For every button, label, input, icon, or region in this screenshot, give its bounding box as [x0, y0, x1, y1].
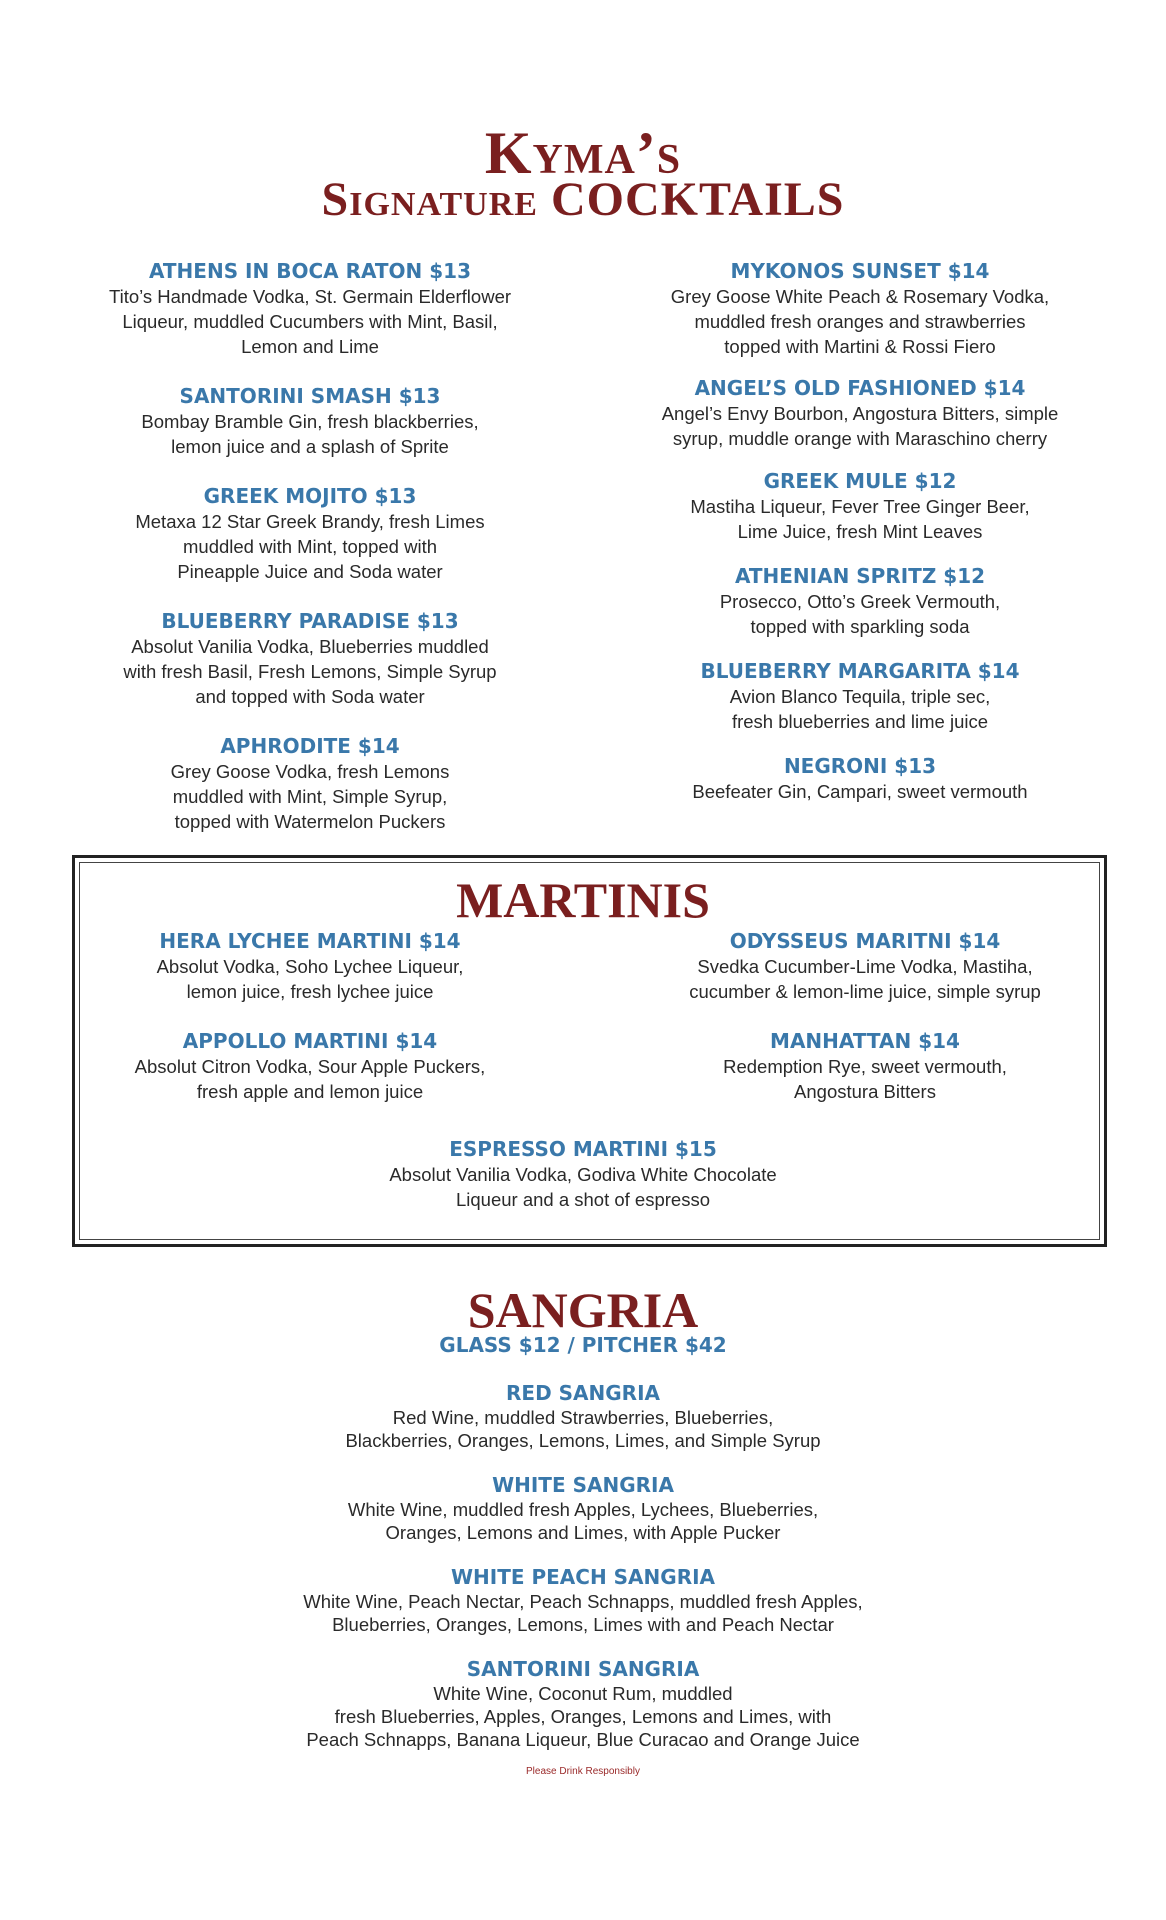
- item-desc-line: muddled fresh oranges and strawberries: [694, 311, 1026, 332]
- item-desc-line: fresh blueberries and lime juice: [731, 711, 989, 732]
- menu-item: [95, 383, 525, 459]
- menu-item: [95, 733, 525, 834]
- item-desc-line: fresh apple and lemon juice: [196, 1081, 424, 1102]
- item-desc-line: Beefeater Gin, Campari, sweet vermouth: [692, 781, 1028, 802]
- menu-item: [95, 483, 525, 584]
- item-desc-line: Pineapple Juice and Soda water: [177, 561, 443, 582]
- item-desc-line: Redemption Rye, sweet vermouth,: [723, 1056, 1007, 1077]
- item-name: SANTORINI SANGRIA: [466, 1657, 700, 1681]
- item-name: MANHATTAN $14: [770, 1029, 960, 1053]
- item-desc-line: topped with Watermelon Puckers: [174, 811, 446, 832]
- menu-item: [183, 1472, 983, 1544]
- item-desc-line: Peach Schnapps, Banana Liqueur, Blue Curacao and Orange Juice: [306, 1729, 860, 1750]
- item-name: GREEK MULE $12: [763, 469, 957, 493]
- item-desc-line: muddled with Mint, Simple Syrup,: [172, 786, 448, 807]
- menu-item: [95, 258, 525, 359]
- item-desc-line: and topped with Soda water: [195, 686, 425, 707]
- item-name: ATHENS IN BOCA RATON $13: [148, 259, 471, 283]
- item-desc-line: White Wine, muddled fresh Apples, Lychees, Blueberries,: [347, 1499, 819, 1520]
- item-name: BLUEBERRY PARADISE $13: [161, 609, 459, 633]
- item-desc-line: syrup, muddle orange with Maraschino cherry: [672, 428, 1048, 449]
- item-desc-line: Mastiha Liqueur, Fever Tree Ginger Beer,: [690, 496, 1030, 517]
- item-desc-line: Absolut Vanilia Vodka, Godiva White Chocolate: [389, 1164, 777, 1185]
- menu-item: [95, 608, 525, 709]
- sangria-price-line: GLASS $12 / PITCHER $42: [439, 1333, 727, 1357]
- item-desc-line: Bombay Bramble Gin, fresh blackberries,: [141, 411, 479, 432]
- item-name: BLUEBERRY MARGARITA $14: [700, 659, 1020, 683]
- item-desc-line: Oranges, Lemons and Limes, with Apple Pucker: [385, 1522, 781, 1543]
- item-desc-line: Prosecco, Otto’s Greek Vermouth,: [719, 591, 1001, 612]
- item-desc-line: lemon juice and a splash of Sprite: [171, 436, 449, 457]
- item-desc-line: White Wine, Coconut Rum, muddled: [433, 1683, 733, 1704]
- menu-item: [640, 468, 1080, 544]
- menu-item: [640, 375, 1080, 451]
- item-name: ATHENIAN SPRITZ $12: [734, 564, 986, 588]
- item-desc-line: muddled with Mint, topped with: [183, 536, 437, 557]
- menu-item: [640, 563, 1080, 639]
- item-desc-line: Angel’s Envy Bourbon, Angostura Bitters, simple: [661, 403, 1059, 424]
- item-desc-line: Liqueur and a shot of espresso: [455, 1189, 711, 1210]
- sangria-heading: SANGRIA: [467, 1282, 699, 1338]
- item-name: ANGEL’S OLD FASHIONED $14: [694, 376, 1026, 400]
- item-desc-line: White Wine, Peach Nectar, Peach Schnapps, muddled fresh Apples,: [303, 1591, 863, 1612]
- item-desc-line: Lime Juice, fresh Mint Leaves: [737, 521, 983, 542]
- menu-item: [640, 753, 1080, 804]
- item-desc-line: Grey Goose White Peach & Rosemary Vodka,: [670, 286, 1050, 307]
- item-desc-line: Blackberries, Oranges, Lemons, Limes, and Simple Syrup: [345, 1430, 821, 1451]
- item-name: WHITE SANGRIA: [492, 1473, 674, 1497]
- menu-subtitle: Signature COCKTAILS: [321, 173, 845, 226]
- item-desc-line: cucumber & lemon-lime juice, simple syrup: [689, 981, 1041, 1002]
- menu-item: [640, 258, 1080, 359]
- item-name: APHRODITE $14: [220, 734, 400, 758]
- drink-responsibly-note: Please Drink Responsibly: [526, 1766, 640, 1777]
- item-name: HERA LYCHEE MARTINI $14: [159, 929, 461, 953]
- item-name: APPOLLO MARTINI $14: [182, 1029, 438, 1053]
- menu-item: [655, 928, 1075, 1004]
- item-name: WHITE PEACH SANGRIA: [450, 1565, 716, 1589]
- item-name: GREEK MOJITO $13: [203, 484, 417, 508]
- item-desc-line: Tito’s Handmade Vodka, St. Germain Elderflower: [108, 286, 512, 307]
- item-name: ODYSSEUS MARITNI $14: [729, 929, 1001, 953]
- menu-item: [183, 1656, 983, 1751]
- item-desc-line: fresh Blueberries, Apples, Oranges, Lemons and Limes, with: [334, 1706, 832, 1727]
- item-desc-line: lemon juice, fresh lychee juice: [186, 981, 434, 1002]
- item-desc-line: Metaxa 12 Star Greek Brandy, fresh Limes: [135, 511, 485, 532]
- item-name: SANTORINI SMASH $13: [179, 384, 441, 408]
- item-name: MYKONOS SUNSET $14: [730, 259, 990, 283]
- item-desc-line: Avion Blanco Tequila, triple sec,: [729, 686, 991, 707]
- item-desc-line: Liqueur, muddled Cucumbers with Mint, Basil,: [122, 311, 498, 332]
- item-desc-line: Blueberries, Oranges, Lemons, Limes with and Peach Nectar: [332, 1614, 834, 1635]
- item-desc-line: topped with sparkling soda: [750, 616, 970, 637]
- item-name: RED SANGRIA: [506, 1381, 660, 1405]
- menu-item: [640, 658, 1080, 734]
- martinis-heading: MARTINIS: [456, 872, 710, 928]
- menu-item: [100, 928, 520, 1004]
- item-desc-line: topped with Martini & Rossi Fiero: [724, 336, 996, 357]
- item-desc-line: Angostura Bitters: [794, 1081, 936, 1102]
- item-name: NEGRONI $13: [783, 754, 937, 778]
- menu-title: Kyma’s: [484, 120, 682, 186]
- menu-item: [183, 1380, 983, 1452]
- item-name: ESPRESSO MARTINI $15: [449, 1137, 717, 1161]
- menu-item: [183, 1564, 983, 1636]
- item-desc-line: Absolut Citron Vodka, Sour Apple Puckers,: [134, 1056, 486, 1077]
- item-desc-line: with fresh Basil, Fresh Lemons, Simple Syrup: [123, 661, 497, 682]
- item-desc-line: Red Wine, muddled Strawberries, Blueberries,: [392, 1407, 774, 1428]
- item-desc-line: Absolut Vodka, Soho Lychee Liqueur,: [156, 956, 464, 977]
- menu-item: [100, 1028, 520, 1104]
- martinis-center-item: [233, 1136, 933, 1212]
- item-desc-line: Absolut Vanilia Vodka, Blueberries muddled: [131, 636, 489, 657]
- menu-item: [655, 1028, 1075, 1104]
- item-desc-line: Svedka Cucumber-Lime Vodka, Mastiha,: [697, 956, 1033, 977]
- item-desc-line: Lemon and Lime: [241, 336, 379, 357]
- item-desc-line: Grey Goose Vodka, fresh Lemons: [170, 761, 450, 782]
